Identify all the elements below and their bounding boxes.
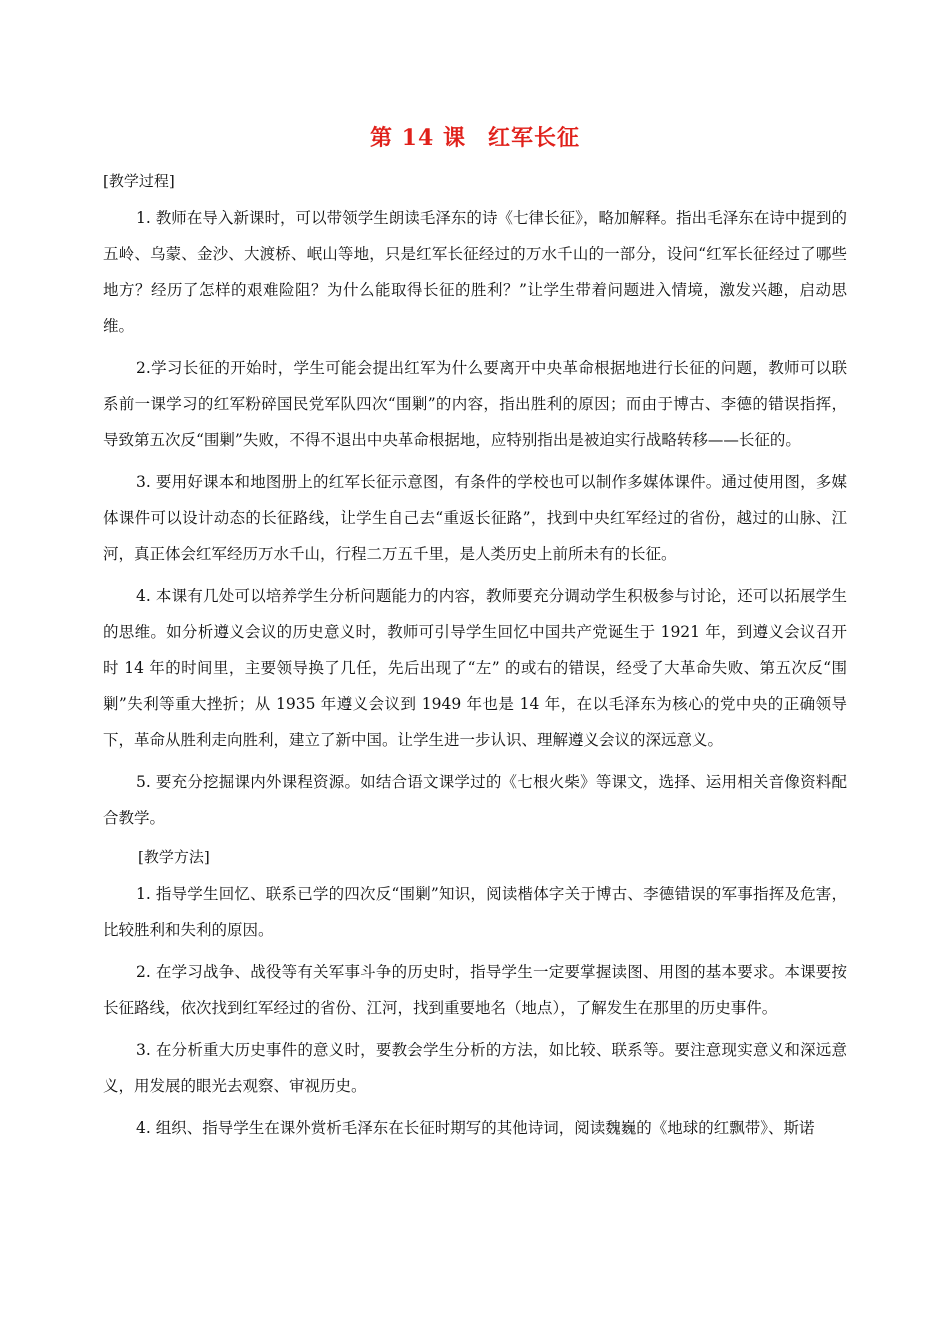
lesson-title [103,118,847,158]
process-item-3: 3. 要用好课本和地图册上的红军长征示意图，有条件的学校也可以制作多媒体课件。通过使用图，多媒体课件可以设计动态的长征路线，让学生自己去“重返长征路”，找到中央红军经过的省份，越过的山脉、江河，真正体会红军经历万水千山，行程二万五千里，是人类历史上前所未有的长征。 [103,473,847,563]
method-item-3: 3. 在分析重大历史事件的意义时，要教会学生分析的方法，如比较、联系等。要注意现实意义和深远意义，用发展的眼光去观察、审视历史。 [103,1041,847,1095]
process-item-1: 1. 教师在导入新课时，可以带领学生朗读毛泽东的诗《七律长征》，略加解释。指出毛泽东在诗中提到的五岭、乌蒙、金沙、大渡桥、岷山等地，只是红军长征经过的万水千山的一部分，设问“红军长征经过了哪些地方？经历了怎样的艰难险阻？为什么能取得长征的胜利？”让学生带着问题进入情境，激发兴趣，启动思维。 [103,209,847,335]
lesson-number: 第 14 课 [370,125,466,151]
method-item-2: 2. 在学习战争、战役等有关军事斗争的历史时，指导学生一定要掌握读图、用图的基本要求。本课要按长征路线，依次找到红军经过的省份、江河，找到重要地名（地点），了解发生在那里的历史事件。 [103,963,847,1017]
process-item-2: 2.学习长征的开始时，学生可能会提出红军为什么要离开中央革命根据地进行长征的问题，教师可以联系前一课学习的红军粉碎国民党军队四次“围剿”的内容，指出胜利的原因；而由于博古、李德的错误指挥，导致第五次反“围剿”失败，不得不退出中央革命根据地，应特别指出是被迫实行战略转移——长征的。 [103,359,847,449]
method-item-1: 1. 指导学生回忆、联系已学的四次反“围剿”知识，阅读楷体字关于博古、李德错误的军事指挥及危害，比较胜利和失利的原因。 [103,885,847,939]
teaching-process-heading: [教学过程] [103,172,175,190]
process-item-5: 5. 要充分挖掘课内外课程资源。如结合语文课学过的《七根火柴》等课文，选择、运用相关音像资料配合教学。 [103,773,847,827]
lesson-name: 红军长征 [487,125,580,151]
teaching-methods-heading: [教学方法] [138,848,210,866]
method-item-4: 4. 组织、指导学生在课外赏析毛泽东在长征时期写的其他诗词，阅读魏巍的《地球的红飘带》、斯诺 [136,1119,815,1137]
process-item-4: 4. 本课有几处可以培养学生分析问题能力的内容，教师要充分调动学生积极参与讨论，还可以拓展学生的思维。如分析遵义会议的历史意义时，教师可引导学生回忆中国共产党诞生于 1921 年，到遵义会议召开时 14 年的时间里，主要领导换了几任，先后出现了“左” 的或右的错误，经受了大革命失败、第五次反“围剿”失利等重大挫折；从 1935 年遵义会议到 1949 年也是 14 年，在以毛泽东为核心的党中央的正确领导下，革命从胜利走向胜利，建立了新中国。让学生进一步认识、理解遵义会议的深远意义。 [103,587,847,749]
